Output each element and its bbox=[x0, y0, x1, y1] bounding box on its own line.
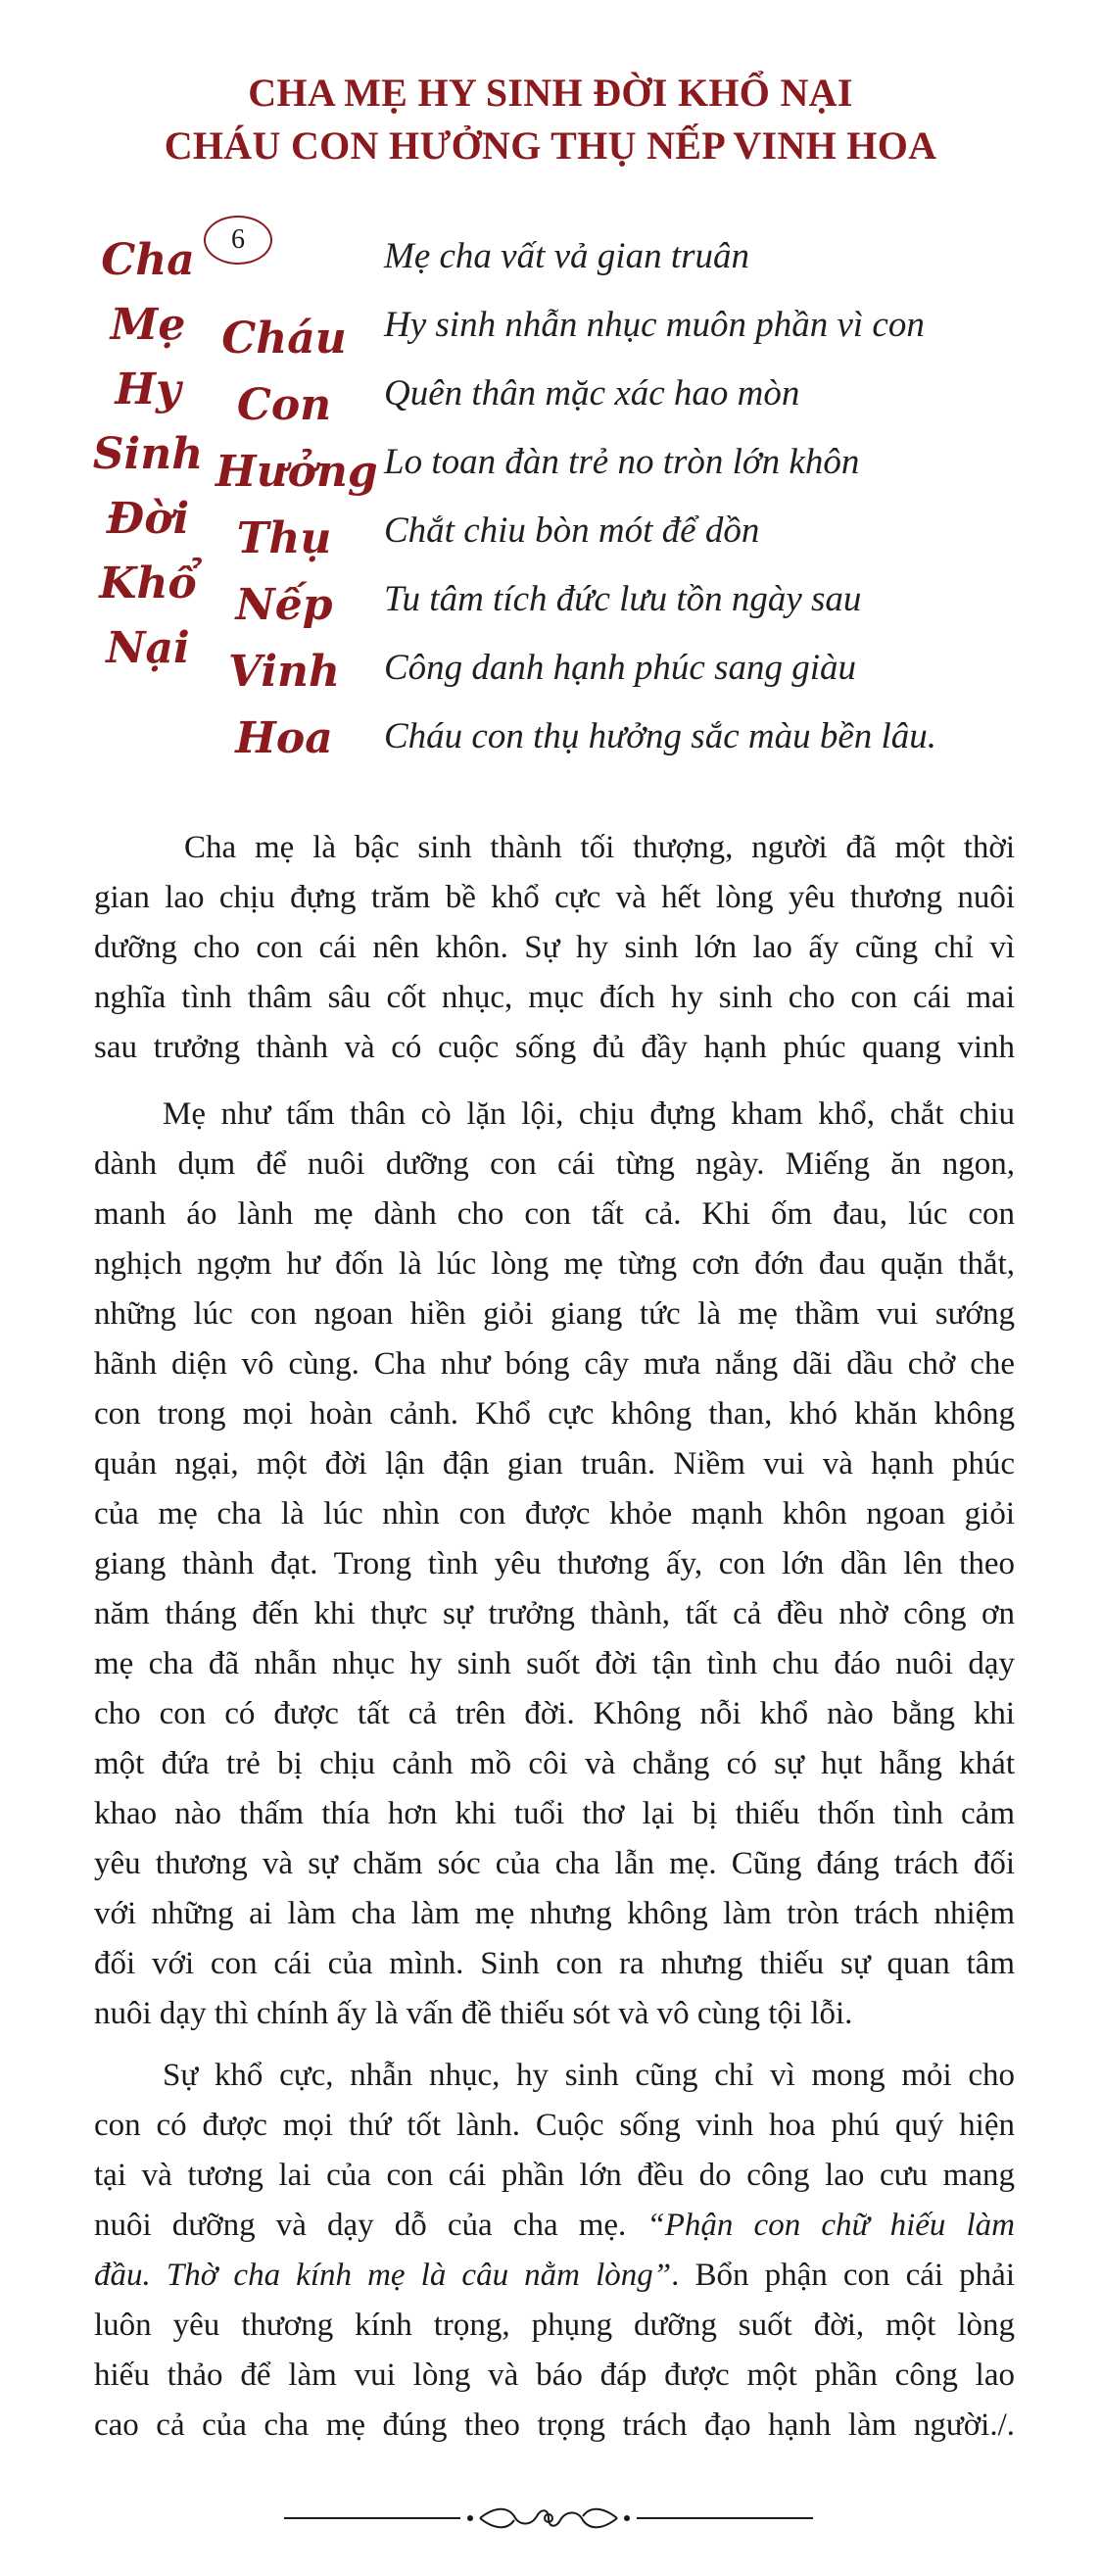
poem-line: Quên thân mặc xác hao mòn bbox=[384, 373, 800, 413]
title-line-2: CHÁU CON HƯỞNG THỤ NẾP VINH HOA bbox=[164, 123, 937, 168]
calligraphy-word: Cha bbox=[101, 235, 195, 285]
paragraph-line: manh áo lành mẹ dành cho con tất cả. Khi ốm đau, lúc con bbox=[94, 1196, 1015, 1232]
paragraph-line: hiếu thảo để làm vui lòng và báo đáp được một phần công lao bbox=[94, 2357, 1015, 2393]
poem-line: Chắt chiu bòn mót để dồn bbox=[384, 510, 760, 551]
paragraph-line: của mẹ cha là lúc nhìn con được khỏe mạnh khôn ngoan giỏi bbox=[94, 1496, 1015, 1531]
paragraph-line: gian lao chịu đựng trăm bề khổ cực và hết lòng yêu thương nuôi bbox=[94, 880, 1015, 915]
poem-line: Công danh hạnh phúc sang giàu bbox=[384, 648, 857, 688]
poem-line: Tu tâm tích đức lưu tồn ngày sau bbox=[384, 579, 862, 619]
paragraph-1 bbox=[94, 823, 1015, 1073]
paragraph-line: Mẹ như tấm thân cò lặn lội, chịu đựng kham khổ, chắt chiu bbox=[163, 1096, 1015, 1132]
paragraph-2 bbox=[94, 1090, 1015, 2039]
paragraph-line: yêu thương và sự chăm sóc của cha lẫn mẹ. Cũng đáng trách đối bbox=[94, 1846, 1015, 1881]
paragraph-line: nghịch ngợm hư đốn là lúc lòng mẹ từng cơn đớn đau quặn thắt, bbox=[94, 1246, 1015, 1282]
poem-line: Mẹ cha vất vả gian truân bbox=[384, 236, 749, 276]
paragraph-line: con trong mọi hoàn cảnh. Khổ cực không than, khó khăn không bbox=[94, 1396, 1015, 1432]
paragraph-line: con có được mọi thứ tốt lành. Cuộc sống vinh hoa phú quý hiện bbox=[94, 2108, 1015, 2143]
paragraph-line: cao cả của cha mẹ đúng theo trọng trách đạo hạnh làm người./. bbox=[94, 2407, 1015, 2443]
proverb-quote: “Phận con chữ hiếu làm bbox=[646, 2208, 1016, 2243]
ornament-divider bbox=[284, 2499, 813, 2538]
calligraphy-word: Hoa bbox=[235, 713, 333, 763]
calligraphy-right-column bbox=[215, 314, 378, 774]
paragraph-line: Sự khổ cực, nhẫn nhục, hy sinh cũng chỉ vì mong mỏi cho bbox=[163, 2058, 1015, 2093]
paragraph-line: nghĩa tình thâm sâu cốt nhục, mục đích hy sinh cho con cái mai bbox=[94, 980, 1015, 1015]
calligraphy-word: Thụ bbox=[236, 513, 332, 563]
calligraphy-word: Mẹ bbox=[110, 300, 186, 350]
calligraphy-word: Hy bbox=[115, 365, 181, 414]
paragraph-line: dành dụm để nuôi dưỡng con cái từng ngày. Miếng ăn ngon, bbox=[94, 1146, 1015, 1182]
paragraph-line: giang thành đạt. Trong tình yêu thương ấy, con lớn dần lên theo bbox=[94, 1546, 1015, 1581]
poem-line: Cháu con thụ hưởng sắc màu bền lâu. bbox=[384, 716, 937, 756]
poem-line: Lo toan đàn trẻ no tròn lớn khôn bbox=[384, 442, 860, 482]
calligraphy-word: Cháu bbox=[221, 314, 347, 364]
paragraph-line: sau trưởng thành và có cuộc sống đủ đầy hạnh phúc quang vinh bbox=[94, 1030, 1015, 1065]
paragraph-line: mẹ cha đã nhẫn nhục hy sinh suốt đời tận tình chu đáo nuôi dạy bbox=[94, 1646, 1015, 1681]
calligraphy-word: Nếp bbox=[235, 580, 333, 630]
calligraphy-word: Vinh bbox=[227, 647, 341, 697]
section-number-badge: 6 bbox=[204, 216, 272, 265]
paragraph-line: luôn yêu thương kính trọng, phụng dưỡng suốt đời, một lòng bbox=[94, 2308, 1015, 2343]
paragraph-line: cho con có được tất cả trên đời. Không nỗi khổ nào bằng khi bbox=[94, 1696, 1015, 1731]
paragraph-line: tại và tương lai của con cái phần lớn đều do công lao cưu mang bbox=[94, 2158, 1015, 2193]
calligraphy-word: Con bbox=[236, 380, 332, 430]
calligraphy-word: Hưởng bbox=[215, 447, 378, 497]
paragraph-line: Cha mẹ là bậc sinh thành tối thượng, người đã một thời bbox=[184, 830, 1015, 865]
calligraphy-word: Đời bbox=[106, 494, 190, 544]
calligraphy-left-column bbox=[84, 235, 212, 686]
poem-line: Hy sinh nhẫn nhục muôn phần vì con bbox=[384, 305, 925, 345]
paragraph-line: những lúc con ngoan hiền giỏi giang tức là mẹ thầm vui sướng bbox=[94, 1296, 1015, 1332]
paragraph-line: năm tháng đến khi thực sự trưởng thành, tất cả đều nhờ công ơn bbox=[94, 1596, 1015, 1631]
title-line-1: CHA MẸ HY SINH ĐỜI KHỔ NẠI bbox=[248, 71, 853, 115]
page-title bbox=[0, 67, 1101, 172]
calligraphy-word: Nại bbox=[106, 623, 190, 673]
paragraph-3 bbox=[94, 2051, 1015, 2451]
paragraph-line: với những ai làm cha làm mẹ nhưng không làm tròn trách nhiệm bbox=[94, 1896, 1015, 1931]
paragraph-line: quản ngại, một đời lận đận gian truân. Niềm vui và hạnh phúc bbox=[94, 1446, 1015, 1482]
paragraph-line: khao nào thấm thía hơn khi tuổi thơ lại bị thiếu thốn tình cảm bbox=[94, 1796, 1015, 1831]
paragraph-line: một đứa trẻ bị chịu cảnh mồ côi và chẳng có sự hụt hẫng khát bbox=[94, 1746, 1015, 1781]
paragraph-line: hãnh diện vô cùng. Cha như bóng cây mưa nắng dãi dầu chở che bbox=[94, 1346, 1015, 1382]
paragraph-text: nuôi dưỡng và dạy dỗ của cha mẹ. bbox=[94, 2208, 627, 2243]
paragraph-line bbox=[94, 2201, 1015, 2251]
calligraphy-word: Sinh bbox=[92, 429, 204, 479]
paragraph-line: dưỡng cho con cái nên khôn. Sự hy sinh lớn lao ấy cũng chỉ vì bbox=[94, 930, 1015, 965]
calligraphy-word: Khổ bbox=[99, 559, 197, 608]
paragraph-line: đối với con cái của mình. Sinh con ra nhưng thiếu sự quan tâm bbox=[94, 1946, 1015, 1981]
paragraph-line bbox=[94, 2251, 1015, 2301]
proverb-quote: đầu. Thờ cha kính mẹ là câu nằm lòng” bbox=[94, 2258, 672, 2293]
paragraph-text: . Bổn phận con cái phải bbox=[671, 2258, 1015, 2293]
paragraph-line: nuôi dạy thì chính ấy là vấn đề thiếu sót và vô cùng tội lỗi. bbox=[94, 1996, 853, 2031]
